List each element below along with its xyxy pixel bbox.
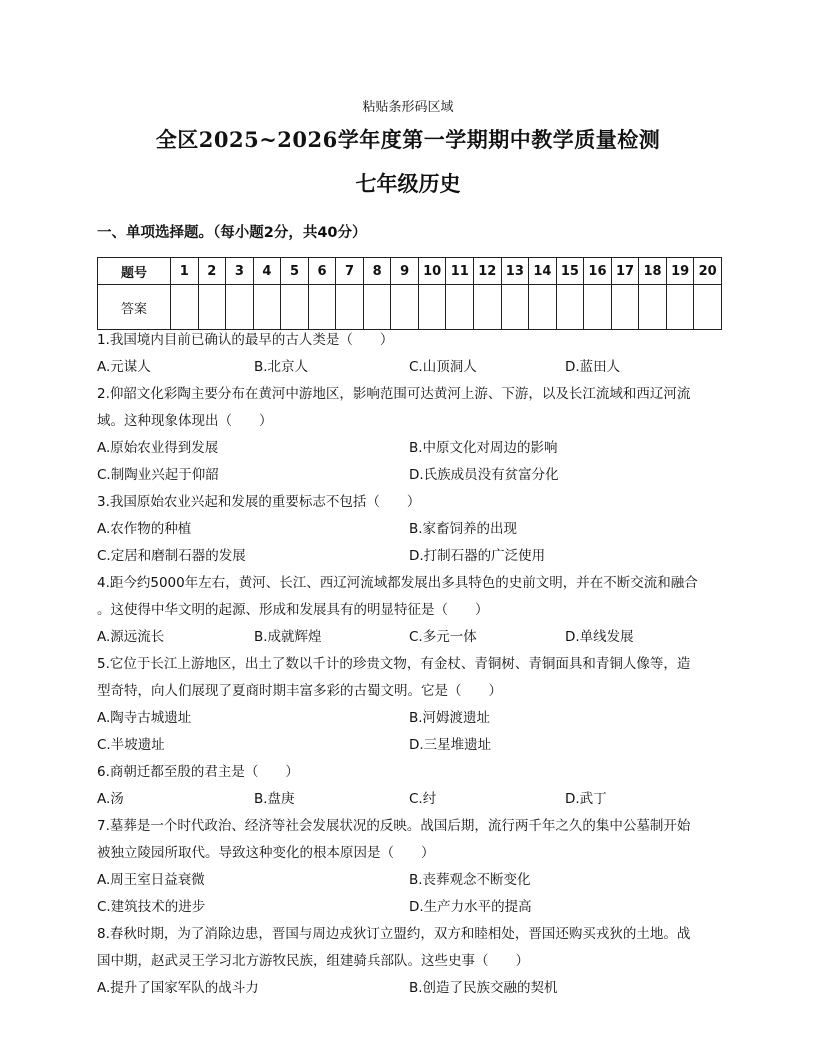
option-row xyxy=(97,975,722,1002)
answer-cell[interactable] xyxy=(611,285,639,330)
answer-option[interactable]: C.多元一体 xyxy=(409,629,477,645)
question-stem-line: 3.我国原始农业兴起和发展的重要标志不包括（ ） xyxy=(97,494,421,510)
answer-option[interactable]: A.陶寺古城遗址 xyxy=(97,710,192,726)
answer-option[interactable]: D.氏族成员没有贫富分化 xyxy=(409,467,559,483)
answer-table-answer-header: 答案 xyxy=(98,285,171,330)
question-stem-line: 5.它位于长江上游地区，出土了数以千计的珍贵文物，有金杖、青铜树、青铜面具和青铜人像等，造 xyxy=(97,656,691,672)
answer-cell[interactable] xyxy=(694,285,722,330)
answer-cell[interactable] xyxy=(198,285,226,330)
question-stem-line: 6.商朝迁都至殷的君主是（ ） xyxy=(97,764,299,780)
answer-table-number: 12 xyxy=(474,258,502,285)
question-stem-line: 7.墓葬是一个时代政治、经济等社会发展状况的反映。战国后期，流行两千年之久的集中公墓制开始 xyxy=(97,818,691,834)
answer-cell[interactable] xyxy=(171,285,199,330)
answer-table-number: 8 xyxy=(363,258,391,285)
answer-table-number: 7 xyxy=(336,258,364,285)
option-row xyxy=(97,543,722,570)
answer-table-number: 2 xyxy=(198,258,226,285)
answer-table-number: 13 xyxy=(501,258,529,285)
answer-table-number: 14 xyxy=(529,258,557,285)
answer-option[interactable]: A.农作物的种植 xyxy=(97,521,192,537)
answer-table-number: 1 xyxy=(171,258,199,285)
answer-cell[interactable] xyxy=(666,285,694,330)
answer-option[interactable]: B.成就辉煌 xyxy=(254,629,322,645)
answer-cell[interactable] xyxy=(584,285,612,330)
option-row xyxy=(97,624,722,651)
option-row xyxy=(97,435,722,462)
answer-option[interactable]: A.元谋人 xyxy=(97,359,151,375)
answer-option[interactable]: A.周王室日益衰微 xyxy=(97,872,205,888)
question-stem-line: 国中期，赵武灵王学习北方游牧民族，组建骑兵部队。这些史事（ ） xyxy=(97,953,529,969)
answer-cell[interactable] xyxy=(529,285,557,330)
answer-cell[interactable] xyxy=(446,285,474,330)
answer-table-number-header: 题号 xyxy=(98,258,171,285)
question-stem-line: 1.我国境内目前已确认的最早的古人类是（ ） xyxy=(97,332,394,348)
answer-option[interactable]: A.汤 xyxy=(97,791,124,807)
answer-cell[interactable] xyxy=(501,285,529,330)
answer-table-number: 10 xyxy=(418,258,446,285)
answer-table-number: 19 xyxy=(666,258,694,285)
option-row xyxy=(97,732,722,759)
answer-table-number: 18 xyxy=(639,258,667,285)
answer-cell[interactable] xyxy=(391,285,419,330)
answer-cell[interactable] xyxy=(336,285,364,330)
answer-cell[interactable] xyxy=(253,285,281,330)
answer-option[interactable]: B.河姆渡遗址 xyxy=(409,710,491,726)
answer-option[interactable]: C.半坡遗址 xyxy=(97,737,165,753)
answer-table-number: 5 xyxy=(281,258,309,285)
question-stem-line: 。这使得中华文明的起源、形成和发展具有的明显特征是（ ） xyxy=(97,602,489,618)
section-heading: 一、单项选择题。（每小题2分，共40分） xyxy=(97,225,367,241)
option-row xyxy=(97,894,722,921)
exam-title: 全区2025~2026学年度第一学期期中教学质量检测 xyxy=(155,127,661,152)
answer-table-number: 6 xyxy=(308,258,336,285)
option-row xyxy=(97,705,722,732)
option-row xyxy=(97,462,722,489)
answer-option[interactable]: C.建筑技术的进步 xyxy=(97,899,206,915)
answer-option[interactable]: D.三星堆遗址 xyxy=(409,737,492,753)
answer-option[interactable]: C.山顶洞人 xyxy=(409,359,477,375)
question-stem-line: 2.仰韶文化彩陶主要分布在黄河中游地区，影响范围可达黄河上游、下游，以及长江流域和西辽河流 xyxy=(97,386,691,402)
answer-table xyxy=(97,257,722,330)
answer-option[interactable]: D.蓝田人 xyxy=(565,359,621,375)
answer-cell[interactable] xyxy=(308,285,336,330)
answer-option[interactable]: C.定居和磨制石器的发展 xyxy=(97,548,246,564)
answer-table-number-row xyxy=(98,258,722,285)
answer-table-number: 4 xyxy=(253,258,281,285)
option-row xyxy=(97,867,722,894)
answer-cell[interactable] xyxy=(281,285,309,330)
question-stem-line: 8.春秋时期，为了消除边患，晋国与周边戎狄订立盟约，双方和睦相处，晋国还购买戎狄的土地。战 xyxy=(97,926,691,942)
option-row xyxy=(97,516,722,543)
answer-option[interactable]: B.家畜饲养的出现 xyxy=(409,521,518,537)
answer-option[interactable]: A.提升了国家军队的战斗力 xyxy=(97,980,259,996)
answer-cell[interactable] xyxy=(474,285,502,330)
answer-table-answer-row xyxy=(98,285,722,330)
answer-option[interactable]: B.创造了民族交融的契机 xyxy=(409,980,558,996)
answer-table-number: 15 xyxy=(556,258,584,285)
answer-table-number: 16 xyxy=(584,258,612,285)
answer-option[interactable]: D.单线发展 xyxy=(565,629,634,645)
answer-option[interactable]: D.打制石器的广泛使用 xyxy=(409,548,546,564)
question-stem-line: 域。这种现象体现出（ ） xyxy=(97,413,273,429)
answer-option[interactable]: B.丧葬观念不断变化 xyxy=(409,872,531,888)
option-row xyxy=(97,786,722,813)
answer-cell[interactable] xyxy=(363,285,391,330)
answer-option[interactable]: C.纣 xyxy=(409,791,437,807)
barcode-area-label: 粘贴条形码区域 xyxy=(362,100,454,115)
answer-table-number: 9 xyxy=(391,258,419,285)
answer-cell[interactable] xyxy=(639,285,667,330)
answer-cell[interactable] xyxy=(418,285,446,330)
answer-option[interactable]: D.生产力水平的提高 xyxy=(409,899,532,915)
answer-option[interactable]: B.盘庚 xyxy=(254,791,295,807)
answer-option[interactable]: D.武丁 xyxy=(565,791,607,807)
answer-option[interactable]: C.制陶业兴起于仰韶 xyxy=(97,467,219,483)
answer-cell[interactable] xyxy=(226,285,254,330)
answer-option[interactable]: B.北京人 xyxy=(254,359,309,375)
answer-table-number: 3 xyxy=(226,258,254,285)
question-stem-line: 被独立陵园所取代。导致这种变化的根本原因是（ ） xyxy=(97,845,435,861)
answer-cell[interactable] xyxy=(556,285,584,330)
question-stem-line: 4.距今约5000年左右，黄河、长江、西辽河流域都发展出多具特色的史前文明，并在不断交流和融合 xyxy=(97,575,698,591)
answer-option[interactable]: A.源远流长 xyxy=(97,629,165,645)
answer-table-number: 17 xyxy=(611,258,639,285)
answer-table-number: 20 xyxy=(694,258,722,285)
question-stem-line: 型奇特，向人们展现了夏商时期丰富多彩的古蜀文明。它是（ ） xyxy=(97,683,502,699)
answer-table-number: 11 xyxy=(446,258,474,285)
option-row xyxy=(97,354,722,381)
exam-subtitle: 七年级历史 xyxy=(355,171,461,196)
answer-option[interactable]: A.原始农业得到发展 xyxy=(97,440,219,456)
answer-option[interactable]: B.中原文化对周边的影响 xyxy=(409,440,558,456)
